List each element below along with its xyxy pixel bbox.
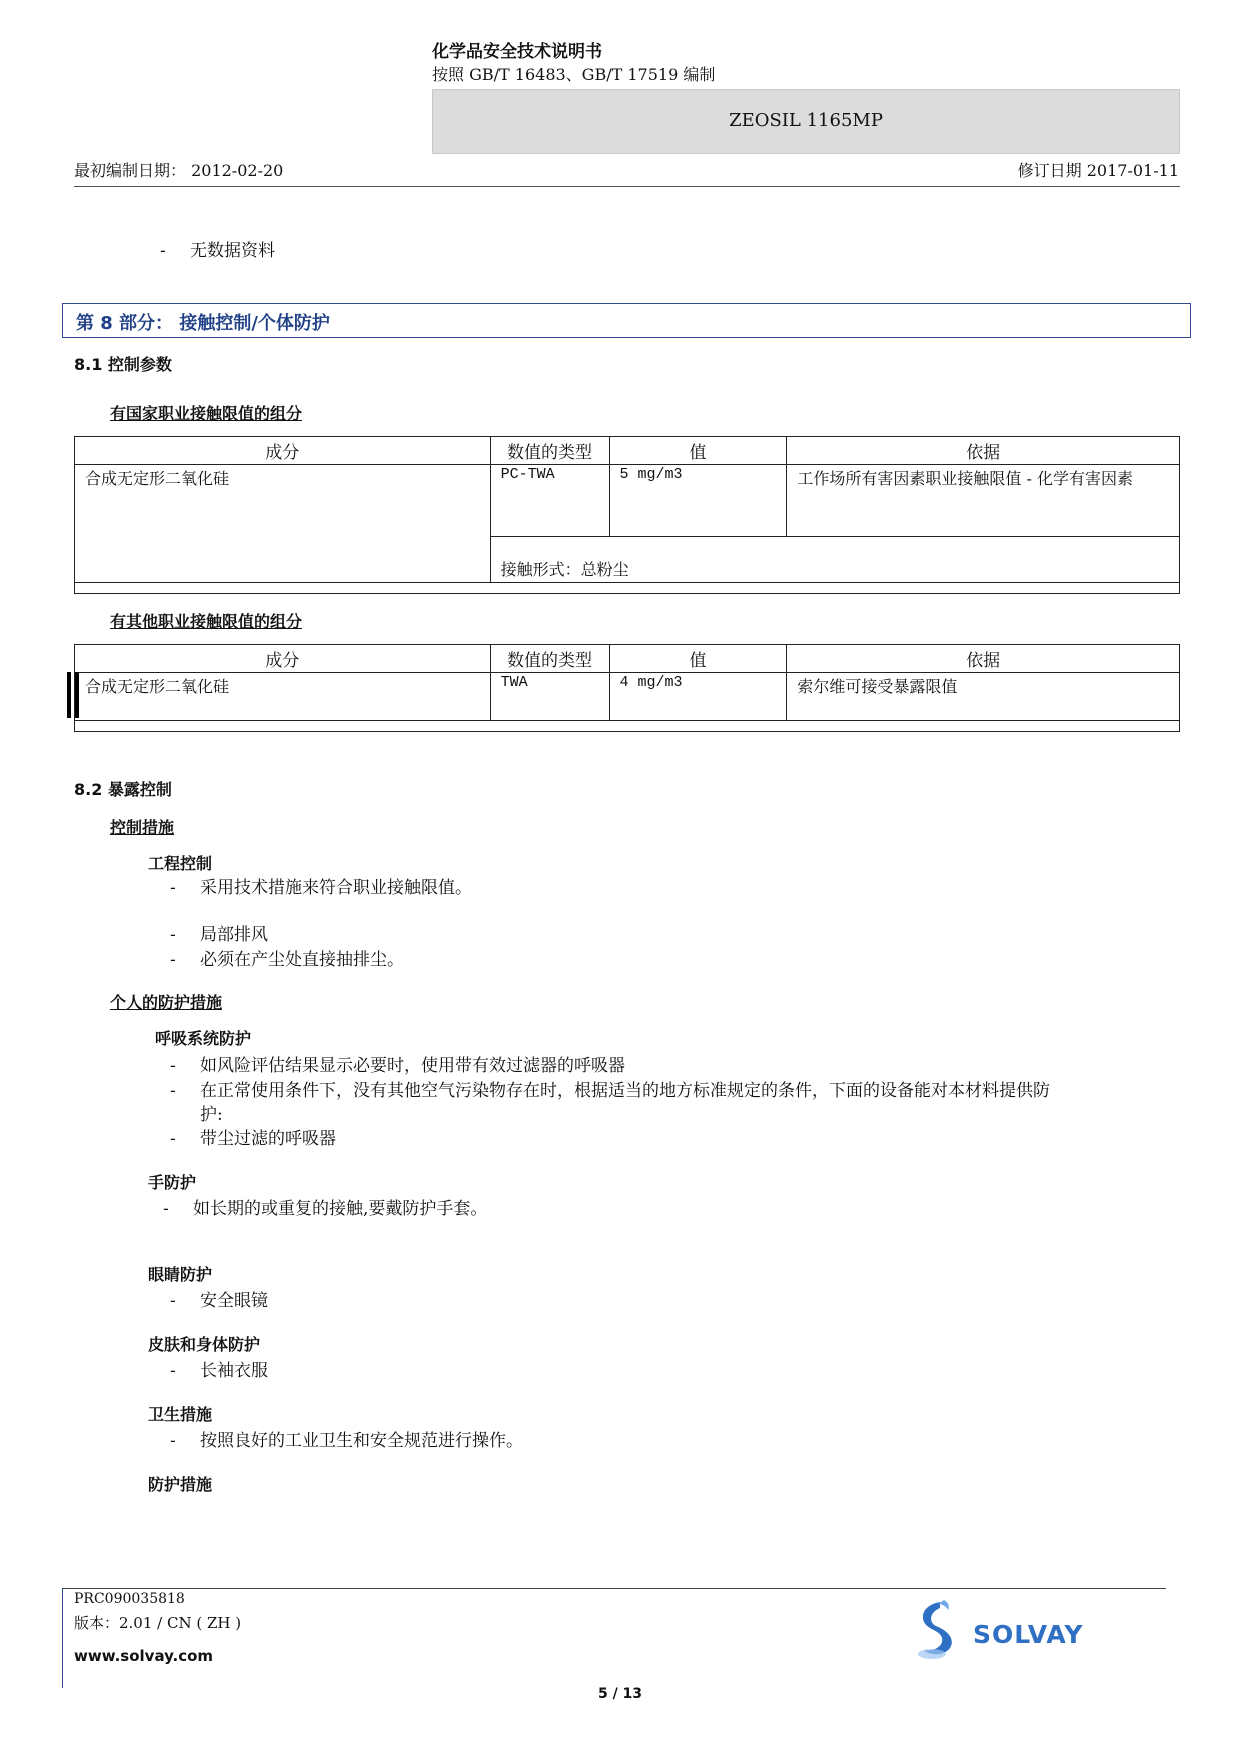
eye-protection-heading: 眼睛防护 bbox=[148, 1265, 213, 1284]
cell-exposure-form: 接触形式：总粉尘 bbox=[490, 537, 1179, 583]
footer-margin-line bbox=[62, 1588, 63, 1688]
footer-divider bbox=[62, 1588, 1166, 1589]
col-header-value: 值 bbox=[609, 437, 787, 465]
list-item: - 如长期的或重复的接触,要戴防护手套。 bbox=[163, 1199, 488, 1219]
cell-value: 4 mg/m3 bbox=[609, 673, 787, 721]
list-item: - 带尘过滤的呼吸器 bbox=[170, 1129, 336, 1149]
cell-basis: 工作场所有害因素职业接触限值 - 化学有害因素 bbox=[787, 465, 1180, 537]
revision-date: 修订日期 2017-01-11 bbox=[1017, 161, 1179, 180]
list-item: - 按照良好的工业卫生和安全规范进行操作。 bbox=[170, 1431, 523, 1451]
document-version: 版本：2.01 / CN ( ZH ) bbox=[74, 1614, 242, 1632]
hand-protection-heading: 手防护 bbox=[148, 1173, 197, 1192]
revision-change-bar bbox=[67, 672, 71, 718]
protective-measures-heading: 防护措施 bbox=[148, 1475, 213, 1494]
cell-type: PC-TWA bbox=[490, 465, 609, 537]
list-item-continuation: 护: bbox=[200, 1105, 223, 1125]
col-header-component: 成分 bbox=[75, 437, 491, 465]
list-item: - 如风险评估结果显示必要时，使用带有效过滤器的呼吸器 bbox=[170, 1056, 625, 1076]
control-measures-heading: 控制措施 bbox=[110, 818, 175, 837]
col-header-value: 值 bbox=[609, 645, 787, 673]
subsection-8-2: 8.2 暴露控制 bbox=[74, 780, 172, 799]
solvay-logo-icon bbox=[910, 1598, 960, 1662]
respiratory-heading: 呼吸系统防护 bbox=[155, 1029, 252, 1048]
personal-protection-heading: 个人的防护措施 bbox=[110, 993, 223, 1012]
list-item-text: 无数据资料 bbox=[190, 241, 275, 261]
col-header-component: 成分 bbox=[75, 645, 491, 673]
engineering-heading: 工程控制 bbox=[148, 854, 213, 873]
list-item: - 采用技术措施来符合职业接触限值。 bbox=[170, 878, 472, 898]
cell-basis: 索尔维可接受暴露限值 bbox=[787, 673, 1180, 721]
cell-type: TWA bbox=[490, 673, 609, 721]
list-item: - 必须在产尘处直接抽排尘。 bbox=[170, 950, 404, 970]
table-row bbox=[75, 465, 1180, 537]
other-limits-table bbox=[74, 644, 1180, 732]
page-number: 5 / 13 bbox=[597, 1686, 643, 1702]
table-row bbox=[75, 673, 1180, 721]
national-limits-heading: 有国家职业接触限值的组分 bbox=[110, 404, 303, 423]
hygiene-heading: 卫生措施 bbox=[148, 1405, 213, 1424]
document-title: 化学品安全技术说明书 bbox=[432, 42, 602, 62]
list-item: - 无数据资料 bbox=[160, 241, 275, 261]
col-header-basis: 依据 bbox=[787, 437, 1180, 465]
subsection-8-1: 8.1 控制参数 bbox=[74, 355, 172, 374]
cell-component: 合成无定形二氧化硅 bbox=[75, 673, 491, 721]
first-edit-date: 最初编制日期： 2012-02-20 bbox=[74, 161, 284, 180]
solvay-logo-text: SOLVAY bbox=[973, 1620, 1084, 1649]
national-limits-table bbox=[74, 436, 1180, 594]
col-header-type: 数值的类型 bbox=[490, 645, 609, 673]
list-item: - 长袖衣服 bbox=[170, 1361, 268, 1381]
product-name: ZEOSIL 1165MP bbox=[729, 110, 883, 131]
website-link[interactable]: www.solvay.com bbox=[74, 1647, 214, 1665]
list-item: - 局部排风 bbox=[170, 925, 268, 945]
list-item: - 在正常使用条件下，没有其他空气污染物存在时，根据适当的地方标准规定的条件，下面的设备能对本材料提供防 bbox=[170, 1081, 1050, 1101]
cell-value: 5 mg/m3 bbox=[609, 465, 787, 537]
col-header-basis: 依据 bbox=[787, 645, 1180, 673]
skin-protection-heading: 皮肤和身体防护 bbox=[148, 1335, 261, 1354]
list-item: - 安全眼镜 bbox=[170, 1291, 268, 1311]
header-divider bbox=[74, 186, 1180, 187]
section-title: 第 8 部分： 接触控制/个体防护 bbox=[76, 313, 330, 334]
cell-component: 合成无定形二氧化硅 bbox=[75, 465, 491, 583]
revision-change-bar bbox=[75, 672, 79, 718]
document-subtitle: 按照 GB/T 16483、GB/T 17519 编制 bbox=[432, 65, 716, 84]
other-limits-heading: 有其他职业接触限值的组分 bbox=[110, 612, 303, 631]
col-header-type: 数值的类型 bbox=[490, 437, 609, 465]
document-code: PRC090035818 bbox=[74, 1591, 185, 1607]
